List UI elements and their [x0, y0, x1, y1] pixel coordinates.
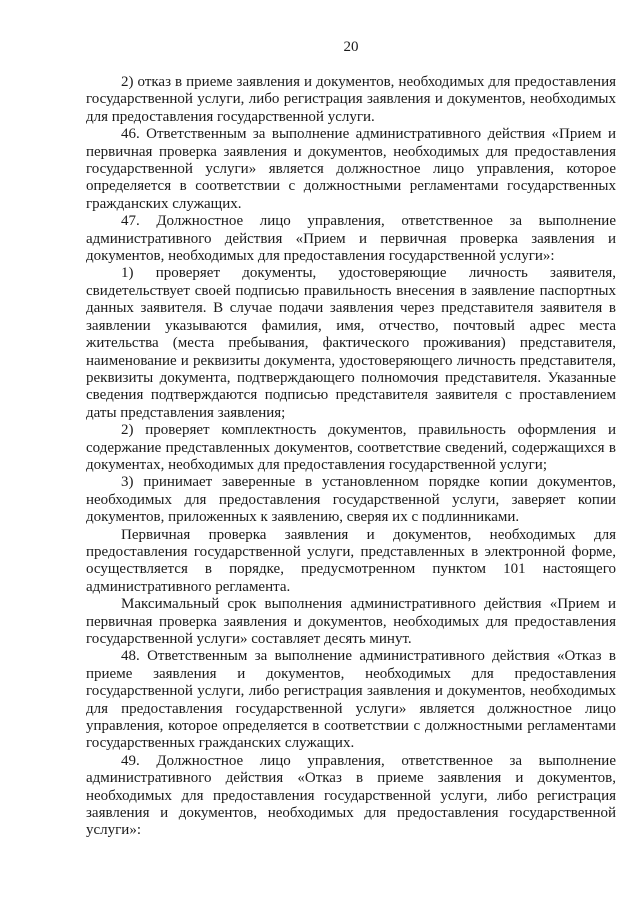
- paragraph: 47. Должностное лицо управления, ответственное за выполнение административного действия «Прием и первичная проверка заявления и документов, необходимых для предоставления государственной услуги»:: [86, 213, 616, 265]
- paragraph: 48. Ответственным за выполнение административного действия «Отказ в приеме заявления и документов, необходимых для предоставления государственной услуги, либо регистрация заявления и документов, необходимых для предоставления государственной услуги» является должностное лицо управления, которое определяется в соответствии с должностными регламентами государственных гражданских служащих.: [86, 648, 616, 752]
- page-number: 20: [343, 39, 359, 55]
- paragraph: 2) отказ в приеме заявления и документов, необходимых для предоставления государственной услуги, либо регистрация заявления и документов, необходимых для предоставления государственной услуги.: [86, 74, 616, 125]
- paragraph: 1) проверяет документы, удостоверяющие личность заявителя, свидетельствует своей подписью правильность внесения в заявление паспортных данных заявителя. В случае подачи заявления через представителя заявителя в заявлении указываются фамилия, имя, отчество, почтовый адрес места жительства (места пребывания, фактического проживания) представителя, наименование и реквизиты документа, удостоверяющего личность представителя, реквизиты документа, подтверждающего полномочия представителя. Указанные сведения подтверждаются подписью представителя заявителя с проставлением даты представления заявления;: [86, 265, 616, 421]
- paragraph: 2) проверяет комплектность документов, правильность оформления и содержание представленных документов, соответствие сведений, содержащихся в документах, необходимых для предоставления государственной услуги;: [86, 422, 616, 473]
- paragraph: Первичная проверка заявления и документов, необходимых для предоставления государственной услуги, представленных в электронной форме, осуществляется в порядке, предусмотренном пунктом 101 настоящего административного регламента.: [86, 526, 616, 595]
- paragraph: 3) принимает заверенные в установленном порядке копии документов, необходимых для предоставления государственной услуги, заверяет копии документов, приложенных к заявлению, сверяя их с подлинниками.: [86, 474, 616, 526]
- paragraph: 49. Должностное лицо управления, ответственное за выполнение административного действия «Отказ в приеме заявления и документов, необходимых для предоставления государственной услуги, либо регистрация заявления и документов, необходимых для предоставления государственной услуги»:: [86, 752, 616, 839]
- paragraph: 46. Ответственным за выполнение административного действия «Прием и первичная проверка заявления и документов, необходимых для предоставления государственной услуги» является должностное лицо управления, которое определяется в соответствии с должностными регламентами государственных гражданских служащих.: [86, 126, 616, 212]
- paragraph: Максимальный срок выполнения административного действия «Прием и первичная проверка заявления и документов, необходимых для предоставления государственной услуги» составляет десять минут.: [86, 596, 616, 647]
- document-body: [86, 74, 616, 840]
